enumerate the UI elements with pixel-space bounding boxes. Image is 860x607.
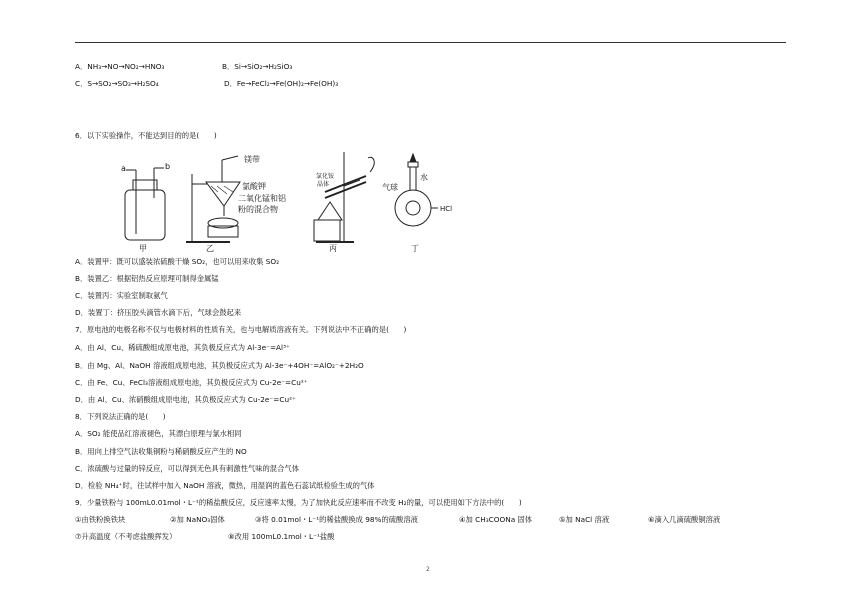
q9-choice-2: ②加 NaNO₃固体 <box>170 515 225 524</box>
label-yi: 乙 <box>206 244 214 253</box>
q6-option-a: A．装置甲：既可以盛装浓硫酸干燥 SO₂，也可以用来收集 SO₂ <box>75 257 280 266</box>
q8-option-b: B．用向上排空气法收集铜粉与稀硝酸反应产生的 NO <box>75 447 247 456</box>
q5-option-c: C．S→SO₂→SO₃→H₂SO₄ <box>75 79 159 88</box>
q9-choice-1: ①由铁粉换铁块 <box>75 515 126 524</box>
q9-choice-7: ⑦升高温度（不考虑盐酸挥发） <box>75 532 177 541</box>
label-jia: 甲 <box>139 244 147 253</box>
label-mix-line1: 二氧化锰和铝 <box>238 194 286 203</box>
q7-option-a: A．由 Al、Cu、稀硫酸组成原电池，其负极反应式为 Al-3e⁻=Al³⁺ <box>75 343 290 352</box>
q7-option-b: B．由 Mg、Al、NaOH 溶液组成原电池，其负极反应式为 Al-3e⁻+4OH⁻=AlO₂⁻+2H₂O <box>75 361 364 370</box>
label-ding: 丁 <box>411 244 419 253</box>
label-bing: 丙 <box>329 244 337 253</box>
q5-option-d: D．Fe→FeCl₂→Fe(OH)₂→Fe(OH)₃ <box>224 79 339 88</box>
q5-option-a: A．NH₃→NO→NO₂→HNO₃ <box>75 62 165 71</box>
q9-stem: 9．少量铁粉与 100mL0.01mol・L⁻¹的稀盐酸反应，反应速率太慢，为了加快此反应速率而不改变 H₂的量，可以使用如下方法中的( ) <box>75 498 522 507</box>
apparatus-jia <box>125 168 165 240</box>
q8-stem: 8．下列说法正确的是( ) <box>75 412 166 421</box>
q6-stem: 6．以下实验操作，不能达到目的的是( ) <box>75 131 217 140</box>
apparatus-yi <box>186 156 240 242</box>
q6-option-b: B．装置乙：根据铝热反应原理可制得金属锰 <box>75 274 219 283</box>
apparatus-figure <box>118 150 463 254</box>
q8-option-d: D．检验 NH₄⁺时，往试样中加入 NaOH 溶液，微热，用湿润的蓝色石蕊试纸检验生成的气体 <box>75 481 375 490</box>
label-lv-suan-jia: 氯酸钾 <box>242 182 266 191</box>
q9-choice-6: ⑥滴入几滴硫酸铜溶液 <box>648 515 721 524</box>
label-mei-dai: 镁带 <box>244 155 260 164</box>
q6-option-d: D．装置丁：挤压胶头滴管水滴下后，气球会鼓起来 <box>75 308 242 317</box>
label-mix-line2: 粉的混合物 <box>238 205 278 214</box>
header-rule <box>75 42 786 43</box>
apparatus-bing <box>314 152 374 242</box>
q7-option-d: D．由 Al、Cu、浓硝酸组成原电池，其负极反应式为 Cu-2e⁻=Cu²⁺ <box>75 395 296 404</box>
q6-option-c: C．装置丙：实验室制取氨气 <box>75 291 168 300</box>
label-b: b <box>165 162 171 171</box>
label-nh4cl-line1: 氯化铵 <box>316 173 335 180</box>
q9-choice-3: ③将 0.01mol・L⁻¹的稀盐酸换成 98%的硫酸溶液 <box>255 515 418 524</box>
q7-stem: 7．原电池的电极名称不仅与电极材料的性质有关，也与电解质溶液有关。下列说法中不正确的是( ) <box>75 325 407 334</box>
q8-option-c: C．浓硫酸与过量的锌反应，可以得到无色具有刺激性气味的混合气体 <box>75 464 299 473</box>
q9-choice-4: ④加 CH₃COONa 固体 <box>459 515 533 524</box>
label-shui: 水 <box>420 173 428 182</box>
label-qi-qiu: 气球 <box>382 183 398 192</box>
q8-option-a: A．SO₂ 能使品红溶液褪色，其漂白原理与氯水相同 <box>75 429 242 438</box>
page-number: 2 <box>426 566 430 573</box>
apparatus-diagram <box>118 150 463 254</box>
q9-choice-8: ⑧改用 100mL0.1mol・L⁻¹盐酸 <box>228 532 335 541</box>
label-a: a <box>121 164 126 173</box>
label-nh4cl-line2: 晶体 <box>317 181 330 188</box>
q9-choice-5: ⑤加 NaCl 溶液 <box>559 515 610 524</box>
apparatus-ding <box>395 154 438 226</box>
label-hcl: HCl <box>440 205 453 213</box>
q7-option-c: C．由 Fe、Cu、FeCl₃溶液组成原电池，其负极反应式为 Cu-2e⁻=Cu²⁺ <box>75 378 308 387</box>
q5-option-b: B．Si→SiO₂→H₂SiO₃ <box>222 62 293 71</box>
